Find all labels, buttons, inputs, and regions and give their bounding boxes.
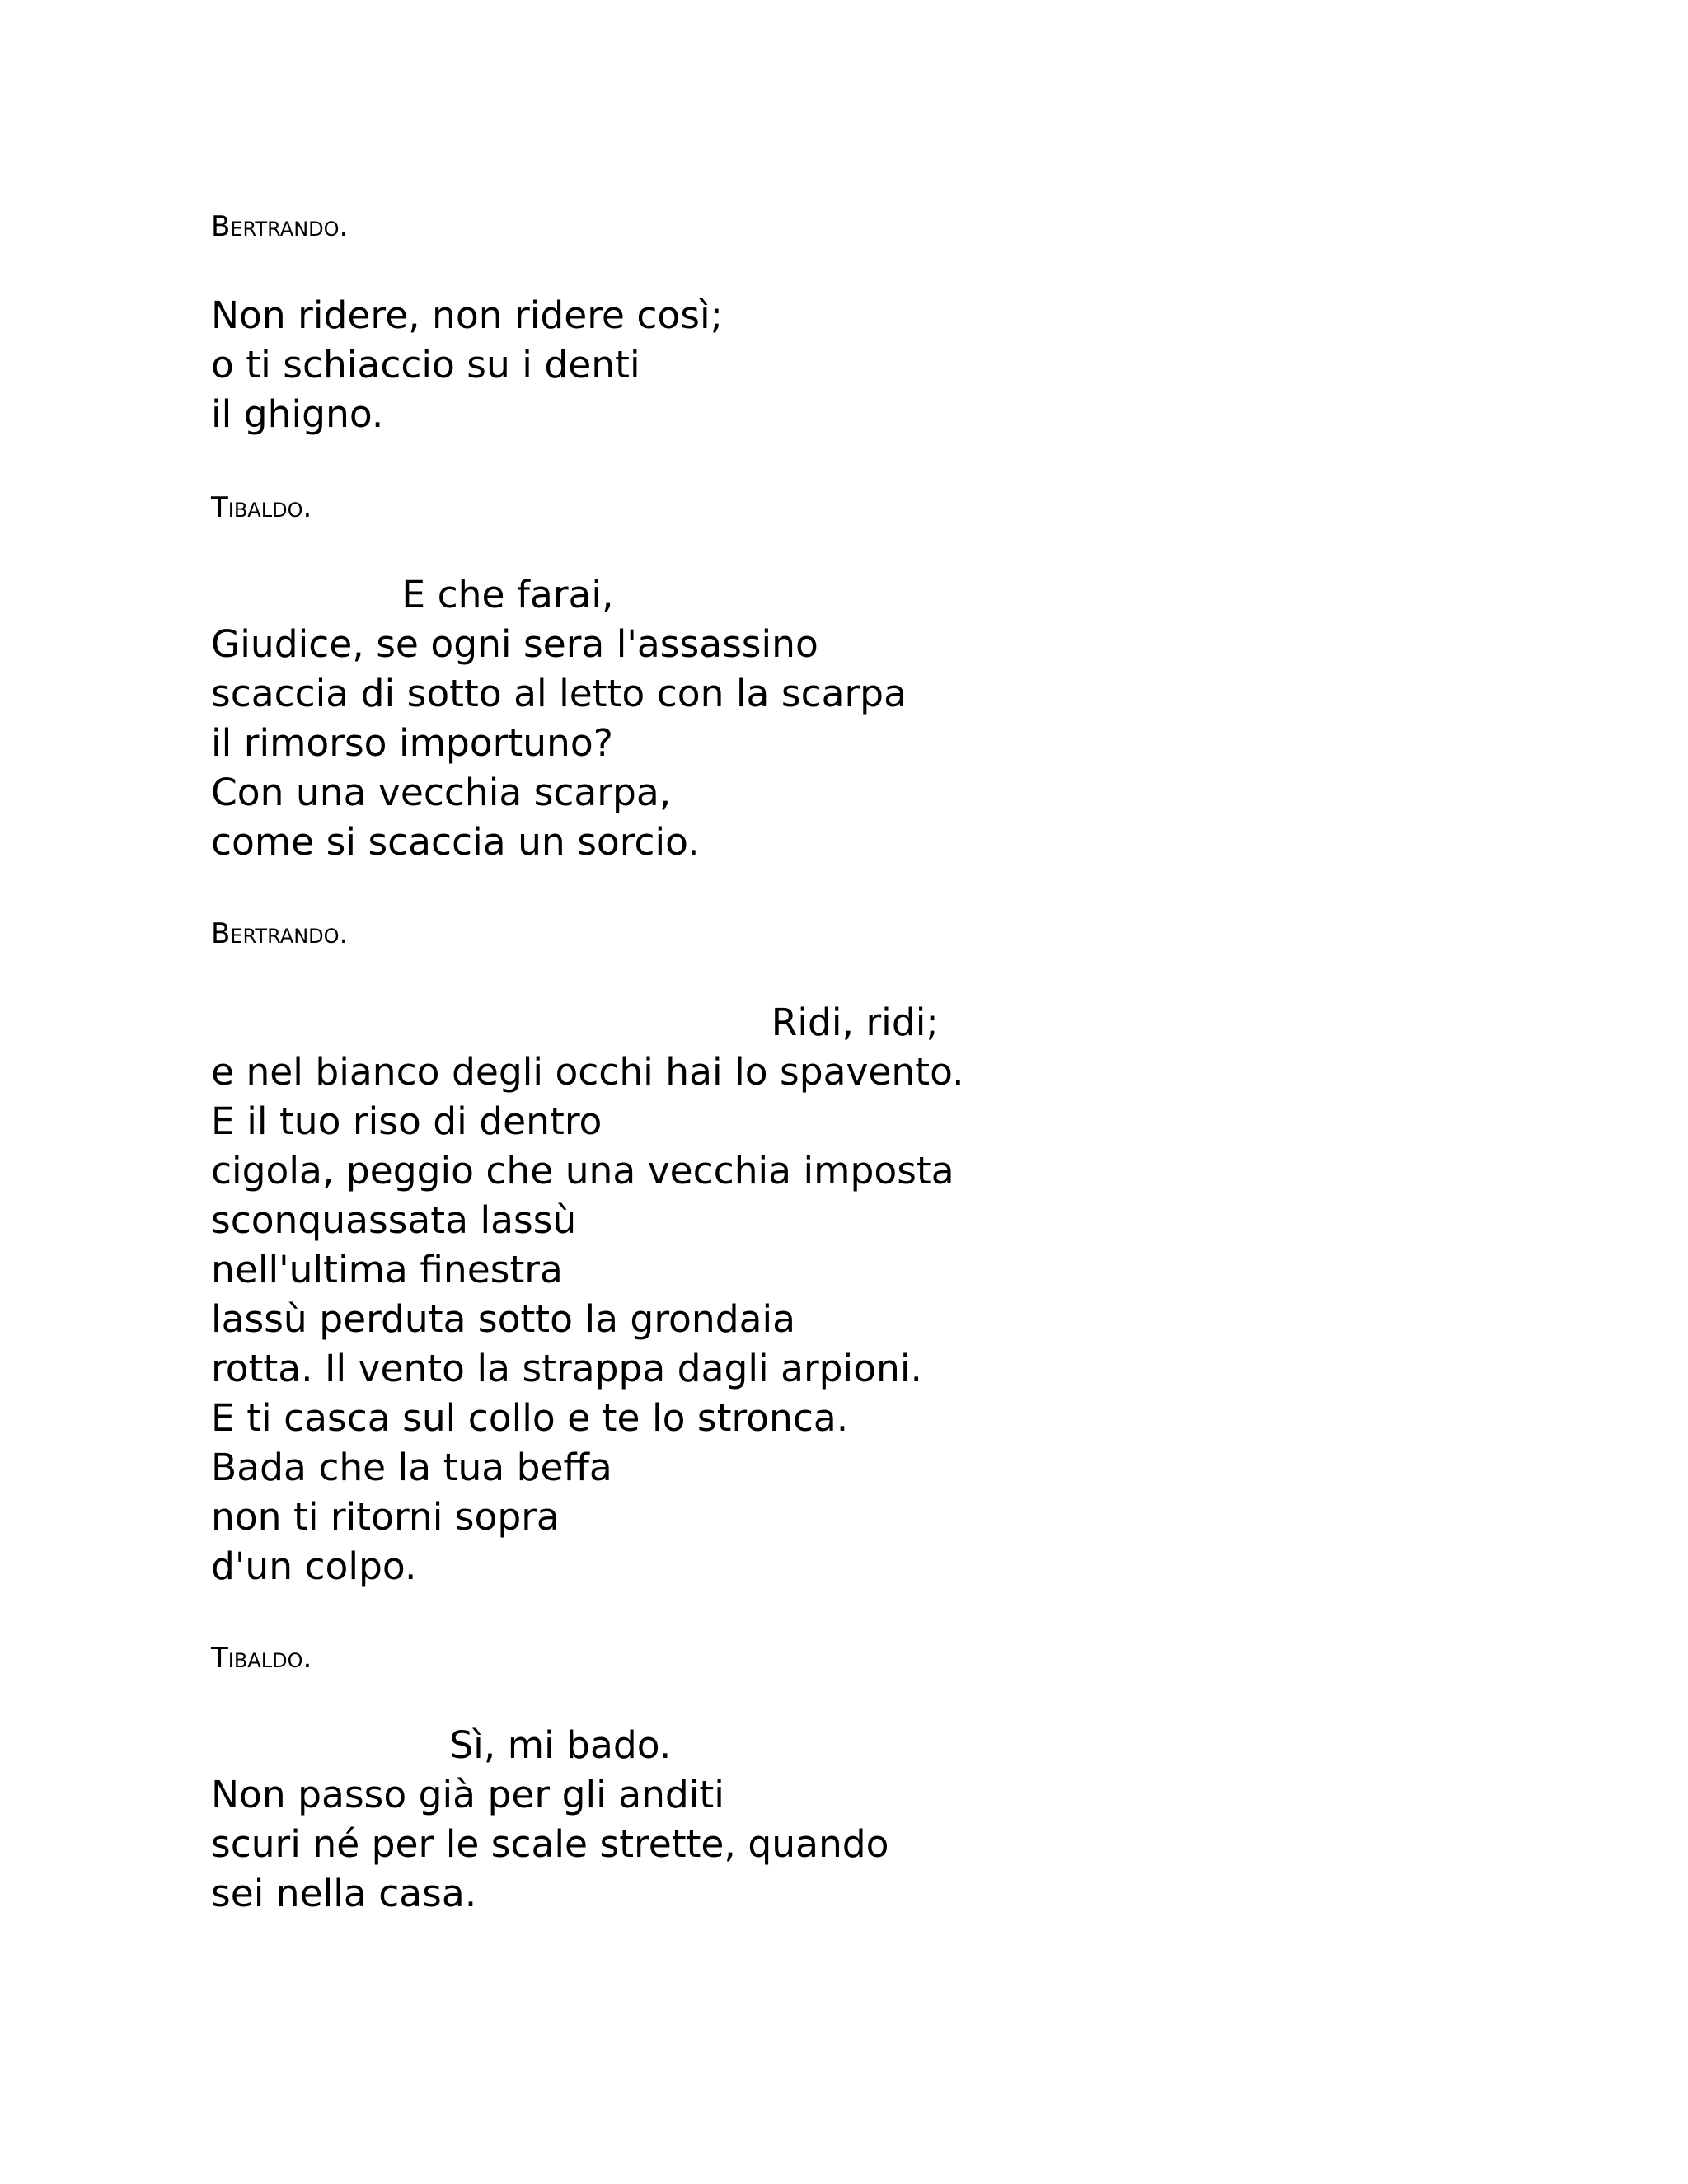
verse-line: E il tuo riso di dentro — [211, 1099, 603, 1143]
verse-line: d'un colpo. — [211, 1544, 417, 1588]
verse-line: Non ridere, non ridere così; — [211, 293, 723, 337]
verse-line: come si scaccia un sorcio. — [211, 820, 700, 864]
verse-line: Con una vecchia scarpa, — [211, 771, 672, 814]
speech-block — [211, 1721, 889, 1919]
verse-line: e nel bianco degli occhi hai lo spavento. — [211, 1050, 964, 1094]
speaker-label: Tibaldo. — [211, 1642, 312, 1675]
speaker-label: Bertrando. — [211, 210, 349, 243]
verse-line: o ti schiaccio su i denti — [211, 343, 640, 387]
verse-line: Giudice, se ogni sera l'assassino — [211, 622, 818, 666]
verse-line: lassù perduta sotto la grondaia — [211, 1297, 795, 1341]
verse-line: Sì, mi bado. — [211, 1723, 672, 1767]
verse-line: sconquassata lassù — [211, 1198, 577, 1242]
speaker-label: Bertrando. — [211, 917, 349, 950]
speech-block — [211, 998, 964, 1591]
verse-line: non ti ritorni sopra — [211, 1495, 560, 1539]
verse-line: Non passo già per gli anditi — [211, 1773, 724, 1816]
speech-block — [211, 570, 907, 867]
verse-line: E ti casca sul collo e te lo stronca. — [211, 1396, 849, 1440]
speech-block — [211, 291, 723, 439]
verse-line: Ridi, ridi; — [211, 1001, 939, 1044]
verse-line: cigola, peggio che una vecchia imposta — [211, 1149, 954, 1193]
verse-line: rotta. Il vento la strappa dagli arpioni. — [211, 1347, 922, 1390]
speaker-label: Tibaldo. — [211, 491, 312, 524]
verse-line: Bada che la tua beffa — [211, 1446, 612, 1489]
verse-line: il ghigno. — [211, 392, 384, 436]
verse-line: scuri né per le scale strette, quando — [211, 1822, 889, 1866]
verse-line: nell'ultima finestra — [211, 1248, 563, 1291]
verse-line: il rimorso importuno? — [211, 721, 613, 765]
verse-line: sei nella casa. — [211, 1872, 477, 1915]
verse-line: scaccia di sotto al letto con la scarpa — [211, 672, 907, 715]
verse-line: E che farai, — [211, 573, 614, 616]
